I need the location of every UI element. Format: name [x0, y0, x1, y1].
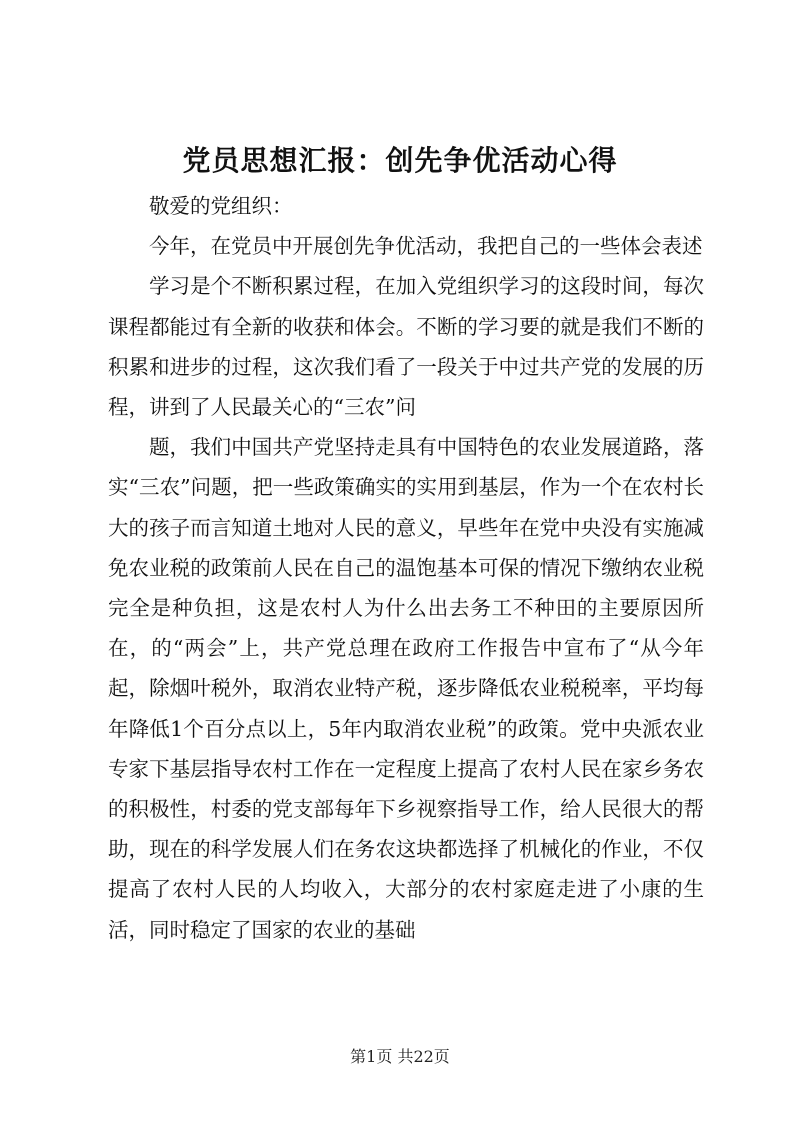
document-body: [108, 186, 704, 950]
page-footer: 第1页 共22页: [350, 1047, 450, 1066]
paragraph: 题，我们中国共产党坚持走具有中国特色的农业发展道路，落实“三农”问题，把一些政策确实的实用到基层，作为一个在农村长大的孩子而言知道土地对人民的意义，早些年在党中央没有实施减免农业税的政策前人民在自己的温饱基本可保的情况下缴纳农业税完全是种负担，这是农村人为什么出去务工不种田的主要原因所在，的“两会”上，共产党总理在政府工作报告中宣布了“从今年起，除烟叶税外，取消农业特产税，逐步降低农业税税率，平均每年降低1个百分点以上，5年内取消农业税”的政策。党中央派农业专家下基层指导农村工作在一定程度上提高了农村人民在家乡务农的积极性，村委的党支部每年下乡视察指导工作，给人民很大的帮助，现在的科学发展人们在务农这块都选择了机械化的作业，不仅提高了农村人民的人均收入，大部分的农村家庭走进了小康的生活，同时稳定了国家的农业的基础: [108, 435, 704, 942]
salutation: 敬爱的党组织：: [149, 194, 293, 218]
paragraph: 今年，在党员中开展创先争优活动，我把自己的一些体会表述: [149, 234, 703, 259]
paragraph: 学习是个不断积累过程，在加入党组织学习的这段时间，每次课程都能过有全新的收获和体会。不断的学习要的就是我们不断的积累和进步的过程，这次我们看了一段关于中过共产党的发展的历程，讲到了人民最关心的“三农”问: [108, 274, 704, 420]
page-title: 党员思想汇报：创先争优活动心得: [182, 144, 618, 177]
